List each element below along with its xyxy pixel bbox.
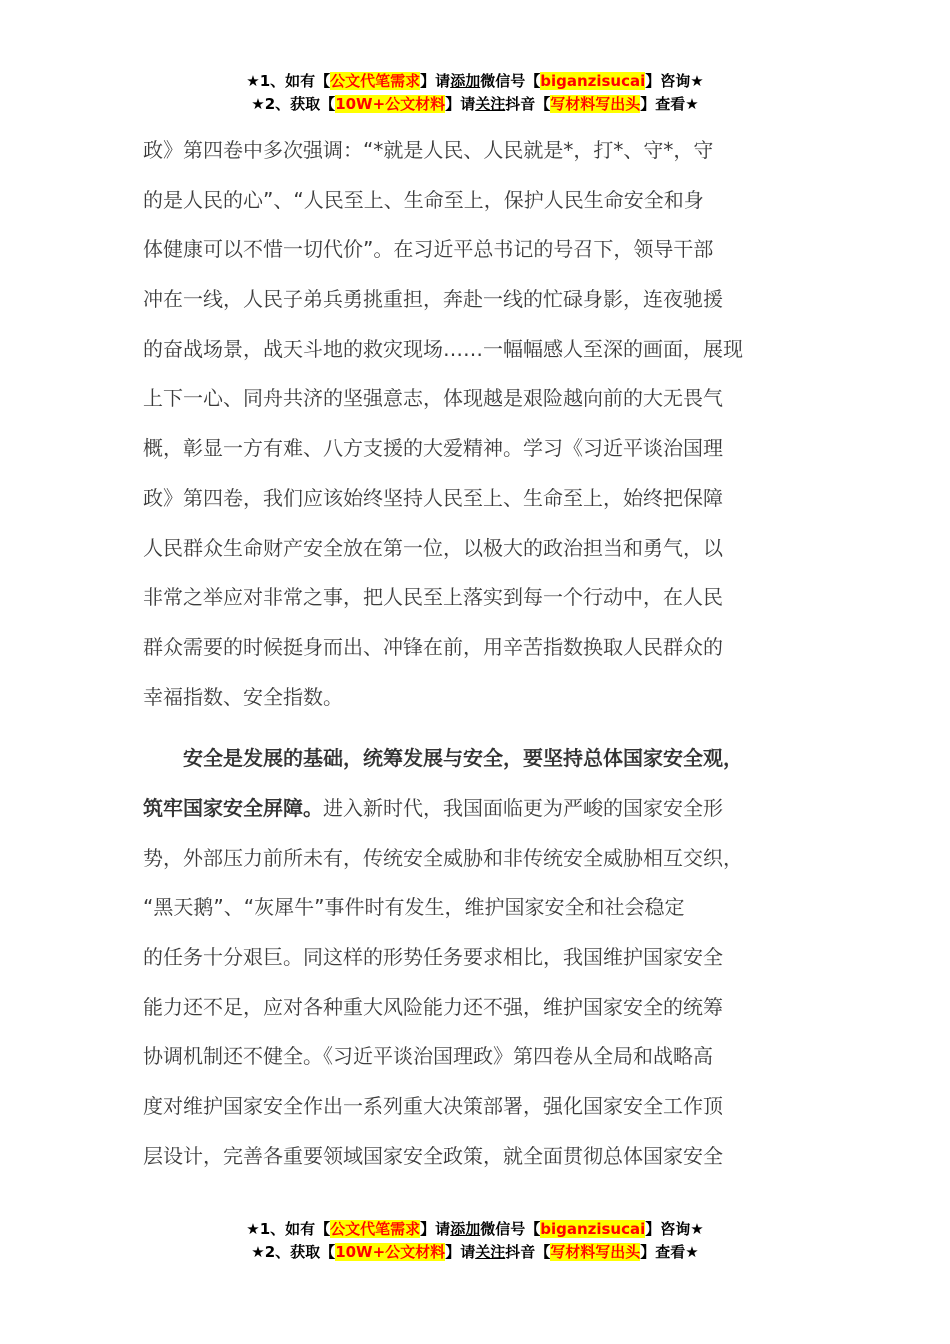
banner-text: 】查看★ (640, 95, 699, 113)
text-line: 体健康可以不惜一切代价”。在习近平总书记的号召下，领导干部 (143, 237, 714, 262)
banner-line-1 (0, 70, 950, 93)
text-line: 的是人民的心”、“人民至上、生命至上，保护人民生命安全和身 (143, 187, 704, 212)
text-line: 非常之举应对非常之事，把人民至上落实到每一个行动中，在人民 (143, 585, 723, 610)
banner-underline: 关注 (475, 95, 506, 113)
banner-text: 抖音【 (505, 95, 551, 113)
banner-text: 抖音【 (505, 1243, 551, 1261)
banner-text: ★2、获取【 (251, 1243, 336, 1261)
text-line: 概，彰显一方有难、八方支援的大爱精神。学习《习近平谈治国理 (143, 436, 723, 461)
banner-text: ★2、获取【 (251, 95, 336, 113)
text-line: 政》第四卷，我们应该始终坚持人民至上、生命至上，始终把保障 (143, 485, 723, 510)
banner-text: 】请 (445, 95, 476, 113)
banner-text: 】咨询★ (645, 72, 704, 90)
text-line: 人民群众生命财产安全放在第一位，以极大的政治担当和勇气，以 (143, 535, 723, 560)
text-line: “黑天鹅”、“灰犀牛”事件时有发生，维护国家安全和社会稳定 (143, 895, 685, 920)
text-line: 群众需要的时候挺身而出、冲锋在前，用辛苦指数换取人民群众的 (143, 634, 723, 659)
text-line: 的奋战场景，战天斗地的救灾现场……一幅幅感人至深的画面，展现 (143, 336, 743, 361)
banner-text: 】请 (445, 1243, 476, 1261)
text-run: 进入新时代，我国面临更为严峻的国家安全形 (323, 795, 723, 820)
banner-highlight: 公文代笔需求 (330, 72, 421, 90)
banner-highlight: 写材料写出头 (550, 95, 641, 113)
banner-text: ★1、如有【 (246, 1220, 331, 1238)
text-line (143, 784, 823, 834)
banner-text: 微信号【 (480, 1220, 541, 1238)
banner-text: 】咨询★ (645, 1220, 704, 1238)
banner-underline: 添加 (450, 1220, 481, 1238)
bold-heading-end: 筑牢国家安全屏障。 (143, 795, 323, 820)
text-line: 的任务十分艰巨。同这样的形势任务要求相比，我国维护国家安全 (143, 945, 723, 969)
header-banner (0, 70, 950, 116)
text-line: 势，外部压力前所未有，传统安全威胁和非传统安全威胁相互交织， (143, 845, 743, 870)
banner-highlight: 公文代笔需求 (330, 1220, 421, 1238)
footer-banner (0, 1218, 950, 1264)
text-line: 政》第四卷中多次强调：“*就是人民、人民就是*，打*、守*，守 (143, 138, 714, 162)
banner-underline: 关注 (475, 1243, 506, 1261)
paragraph-2 (143, 734, 823, 1181)
banner-underline: 添加 (450, 72, 481, 90)
text-line: 协调机制还不健全。《习近平谈治国理政》第四卷从全局和战略高 (143, 1044, 713, 1069)
text-line: 幸福指数、安全指数。 (143, 684, 343, 709)
banner-text: 】查看★ (640, 1243, 699, 1261)
banner-line-1 (0, 1218, 950, 1241)
banner-highlight: 10W+公文材料 (335, 95, 446, 113)
text-line: 能力还不足，应对各种重大风险能力还不强，维护国家安全的统筹 (143, 994, 723, 1019)
banner-highlight: 写材料写出头 (550, 1243, 641, 1261)
paragraph-gap (143, 722, 823, 734)
banner-highlight: biganzisucai (540, 1220, 646, 1238)
banner-highlight: 10W+公文材料 (335, 1243, 446, 1261)
paragraph-1 (143, 126, 823, 722)
banner-text: 微信号【 (480, 72, 541, 90)
bold-heading-line: 安全是发展的基础，统筹发展与安全，要坚持总体国家安全观， (183, 746, 743, 771)
banner-text: ★1、如有【 (246, 72, 331, 90)
text-line: 上下一心、同舟共济的坚强意志，体现越是艰险越向前的大无畏气 (143, 386, 723, 411)
text-line: 度对维护国家安全作出一系列重大决策部署，强化国家安全工作顶 (143, 1094, 723, 1119)
banner-text: 】请 (420, 1220, 451, 1238)
banner-text: 】请 (420, 72, 451, 90)
text-line: 冲在一线，人民子弟兵勇挑重担，奔赴一线的忙碌身影，连夜驰援 (143, 287, 723, 312)
document-body (143, 126, 823, 1181)
text-line: 层设计，完善各重要领域国家安全政策，就全面贯彻总体国家安全 (143, 1143, 723, 1168)
banner-line-2 (0, 1241, 950, 1264)
banner-line-2 (0, 93, 950, 116)
banner-highlight: biganzisucai (540, 72, 646, 90)
